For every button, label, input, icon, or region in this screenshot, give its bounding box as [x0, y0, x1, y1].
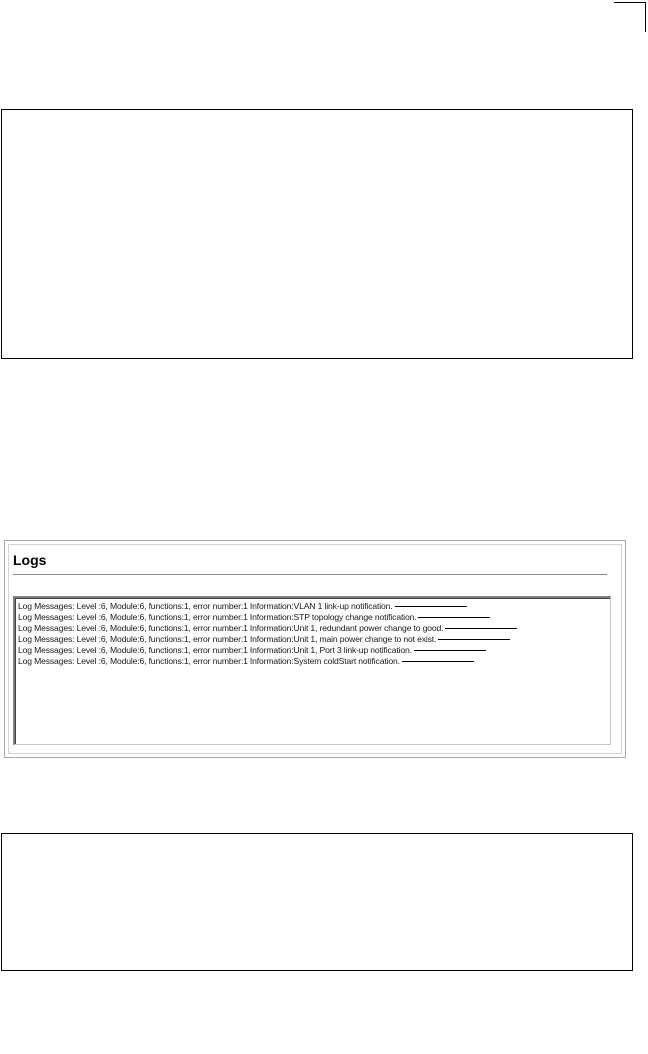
logs-title-divider: [13, 574, 607, 575]
logs-title: Logs: [13, 552, 47, 568]
log-message-line: [18, 612, 610, 623]
log-message-text: Log Messages: Level :6, Module:6, functions:1, error number:1 Information:System coldStart notification.: [18, 655, 400, 666]
cli-example-box-bottom: [1, 833, 633, 971]
log-message-text: Log Messages: Level :6, Module:6, functions:1, error number:1 Information:Unit 1, Port 3 link-up notification.: [18, 644, 412, 655]
callout-line: [395, 606, 467, 607]
logs-panel: [4, 540, 626, 758]
log-message-line: [18, 634, 610, 645]
log-messages-list: [15, 598, 610, 744]
log-message-text: Log Messages: Level :6, Module:6, functions:1, error number:1 Information:STP topology change notification.: [18, 611, 417, 622]
page-corner-mark: [614, 2, 646, 32]
cli-example-box-top: [1, 109, 633, 359]
log-message-line: [18, 656, 610, 667]
log-message-text: Log Messages: Level :6, Module:6, functions:1, error number:1 Information:VLAN 1 link-up notification.: [18, 601, 393, 611]
log-message-line: [18, 645, 610, 656]
log-message-line: [18, 623, 610, 634]
log-message-text: Log Messages: Level :6, Module:6, functions:1, error number:1 Information:Unit 1, main power change to not exist.: [18, 633, 437, 644]
log-messages-textarea[interactable]: [13, 596, 611, 745]
callout-line: [438, 639, 510, 640]
callout-line: [418, 617, 490, 618]
log-message-line: [18, 601, 610, 612]
callout-line: [414, 650, 486, 651]
callout-line: [402, 661, 474, 662]
callout-line: [445, 628, 517, 629]
log-message-text: Log Messages: Level :6, Module:6, functions:1, error number:1 Information:Unit 1, redundant power change to good.: [18, 622, 444, 633]
